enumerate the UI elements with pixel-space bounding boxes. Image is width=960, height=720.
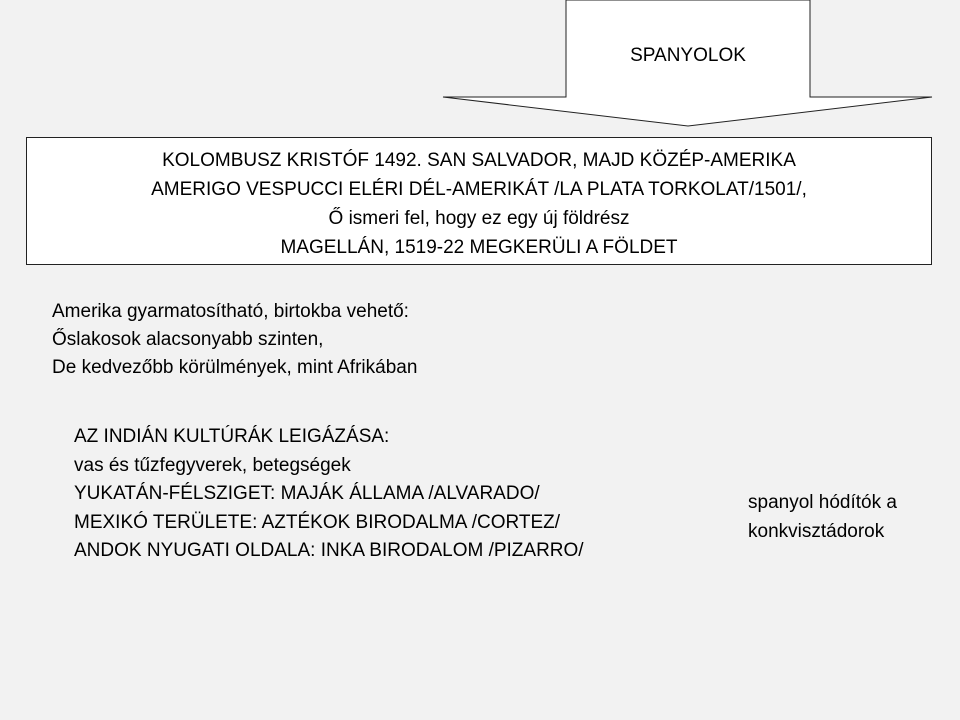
indian-cultures-line: vas és tűzfegyverek, betegségek — [74, 454, 351, 476]
down-arrow-shape — [0, 0, 960, 140]
discoveries-line-magellan: MAGELLÁN, 1519-22 MEGKERÜLI A FÖLDET — [280, 237, 678, 258]
discoveries-line-vespucci: AMERIGO VESPUCCI ELÉRI DÉL-AMERIKÁT /LA PLATA TORKOLAT/1501/, — [151, 179, 807, 200]
indian-cultures-line: ANDOK NYUGATI OLDALA: INKA BIRODALOM /PIZARRO/ — [74, 540, 584, 561]
indian-cultures-text — [74, 423, 584, 566]
discoveries-line-columbus: KOLOMBUSZ KRISTÓF 1492. SAN SALVADOR, MAJD KÖZÉP-AMERIKA — [162, 150, 796, 171]
discoveries-box — [26, 137, 932, 265]
indian-cultures-line: MEXIKÓ TERÜLETE: AZTÉKOK BIRODALMA /CORTEZ/ — [74, 511, 561, 533]
colonization-text — [52, 298, 417, 382]
note-line: spanyol hódítók a — [748, 492, 897, 513]
note-line: konkvisztádorok — [748, 521, 885, 542]
arrow-label: SPANYOLOK — [630, 45, 746, 66]
discoveries-line-new-continent: Ő ismeri fel, hogy ez egy új földrész — [328, 208, 630, 229]
colonization-line: Őslakosok alacsonyabb szinten, — [52, 329, 324, 350]
colonization-line: De kedvezőbb körülmények, mint Afrikában — [52, 357, 418, 378]
indian-cultures-heading: AZ INDIÁN KULTÚRÁK LEIGÁZÁSA: — [74, 426, 390, 447]
indian-cultures-line: YUKATÁN-FÉLSZIGET: MAJÁK ÁLLAMA /ALVARADO/ — [74, 483, 540, 504]
colonization-line: Amerika gyarmatosítható, birtokba vehető: — [52, 301, 409, 322]
conquistadors-note — [748, 488, 897, 546]
